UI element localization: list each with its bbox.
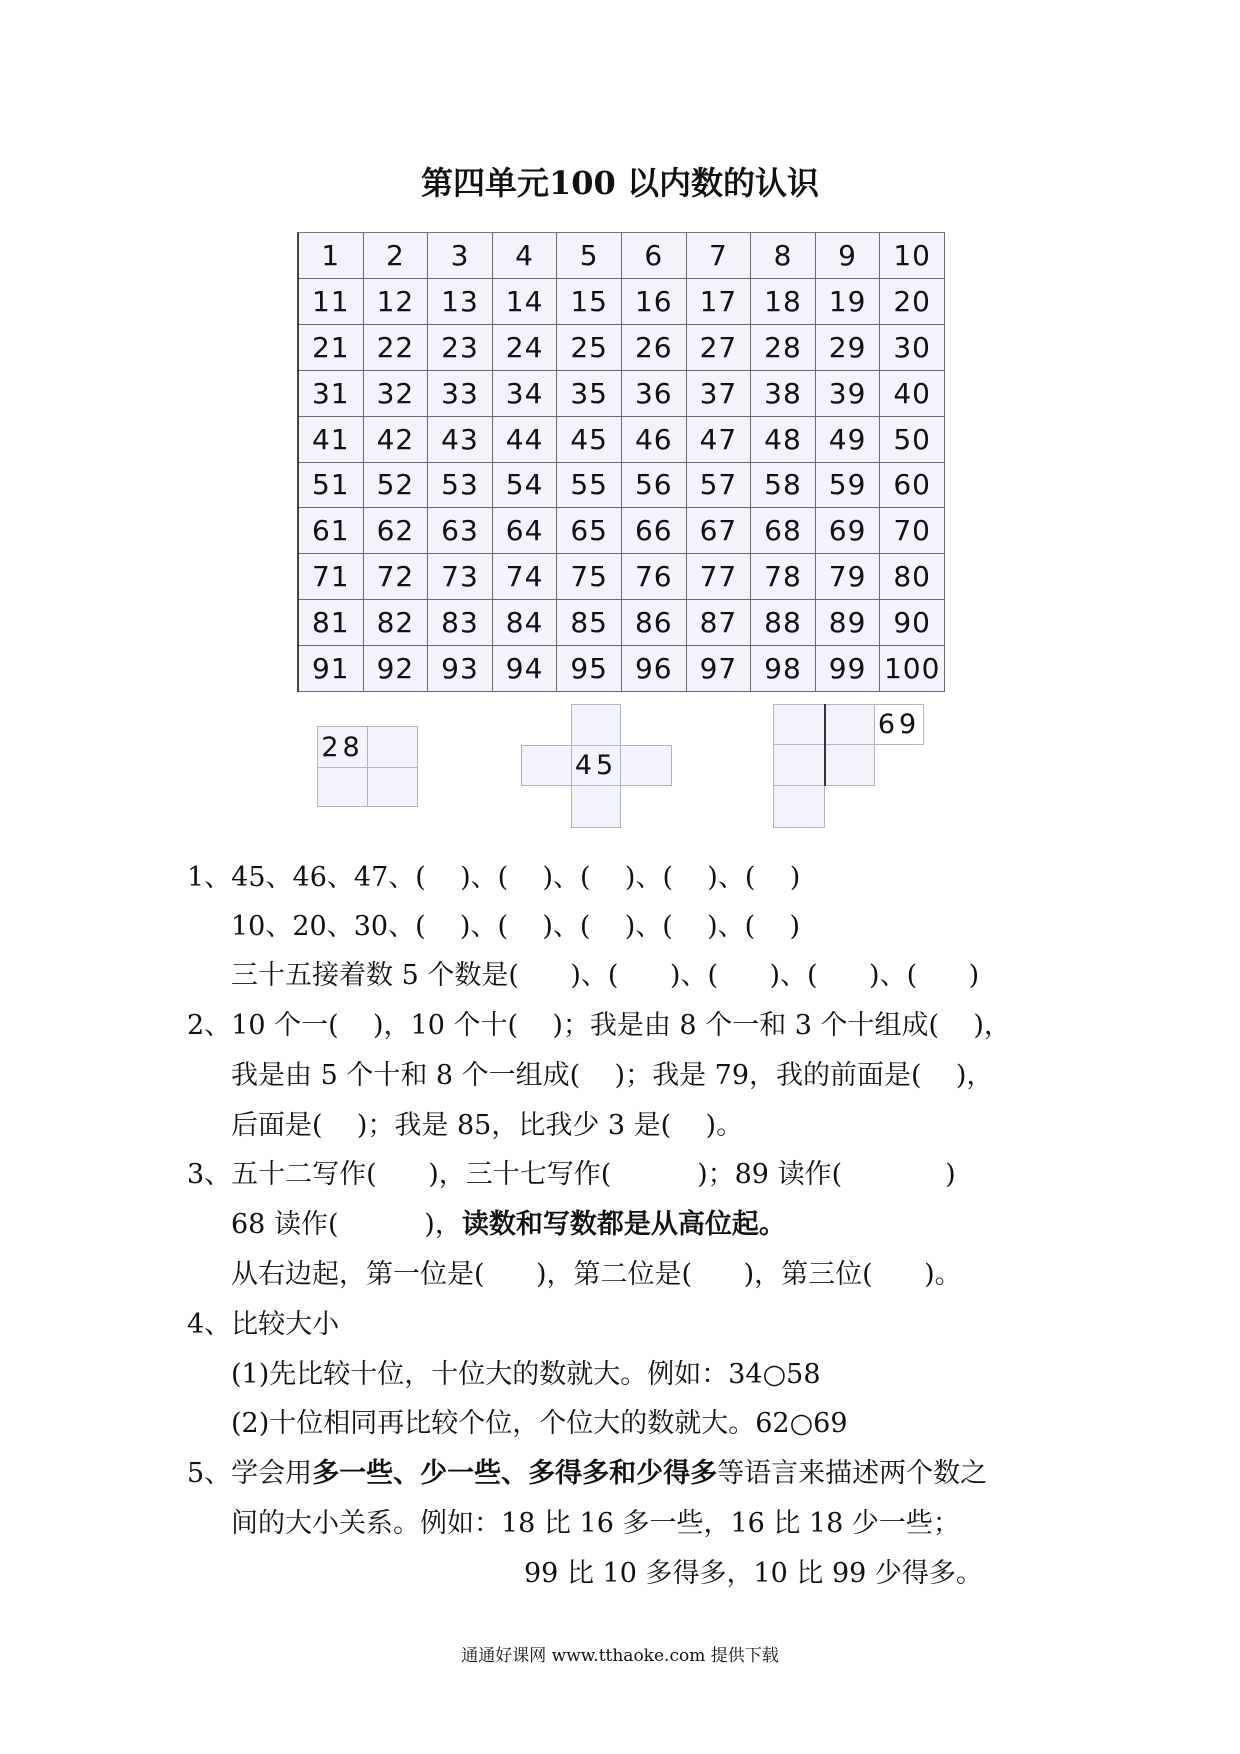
chart-cell: 46 <box>622 417 687 463</box>
chart-cell: 12 <box>364 279 429 325</box>
fragment-square-number: 28 <box>321 731 364 763</box>
fragment-l-number: 69 <box>877 709 921 740</box>
chart-cell: 76 <box>622 554 687 600</box>
chart-cell: 54 <box>493 463 558 509</box>
chart-cell: 24 <box>493 325 558 371</box>
chart-cell: 77 <box>687 554 752 600</box>
chart-cell: 81 <box>299 600 364 646</box>
chart-cell: 56 <box>622 463 687 509</box>
q5-line-3: 99 比 10 多得多，10 比 99 少得多。 <box>524 1558 983 1589</box>
chart-cell: 25 <box>557 325 622 371</box>
fragment-square-cell <box>367 767 418 807</box>
chart-cell: 39 <box>816 371 881 417</box>
chart-cell: 100 <box>880 646 945 692</box>
chart-cell: 69 <box>816 508 881 554</box>
chart-cell: 53 <box>428 463 493 509</box>
chart-cell: 50 <box>880 417 945 463</box>
chart-cell: 93 <box>428 646 493 692</box>
fragment-square-cell <box>367 726 418 768</box>
chart-cell: 44 <box>493 417 558 463</box>
chart-cell: 87 <box>687 600 752 646</box>
chart-cell: 11 <box>299 279 364 325</box>
chart-cell: 97 <box>687 646 752 692</box>
fragment-l-cell <box>773 785 825 828</box>
fragment-l-cell <box>773 704 825 745</box>
chart-cell: 70 <box>880 508 945 554</box>
chart-cell: 55 <box>557 463 622 509</box>
fragment-square-cell-28 <box>317 726 368 768</box>
chart-cell: 28 <box>751 325 816 371</box>
q2-line-1: 2、10 个一( )，10 个十( )；我是由 8 个一和 3 个十组成( )， <box>187 1010 1011 1041</box>
chart-cell: 61 <box>299 508 364 554</box>
chart-cell: 6 <box>622 233 687 279</box>
chart-cell: 62 <box>364 508 429 554</box>
chart-cell: 88 <box>751 600 816 646</box>
chart-cell: 83 <box>428 600 493 646</box>
page-title: 第四单元100 以内数的认识 <box>421 164 819 202</box>
chart-cell: 64 <box>493 508 558 554</box>
chart-cell: 30 <box>880 325 945 371</box>
chart-cell: 15 <box>557 279 622 325</box>
q5-line-2: 间的大小关系。例如：18 比 16 多一些，16 比 18 少一些； <box>231 1508 960 1539</box>
chart-cell: 78 <box>751 554 816 600</box>
chart-cell: 74 <box>493 554 558 600</box>
chart-cell: 59 <box>816 463 881 509</box>
chart-cell: 40 <box>880 371 945 417</box>
fragment-cross-number: 45 <box>574 750 618 781</box>
chart-cell: 79 <box>816 554 881 600</box>
footer-source: 通通好课网 www.tthaoke.com 提供下载 <box>461 1646 779 1666</box>
chart-cell: 66 <box>622 508 687 554</box>
chart-cell: 98 <box>751 646 816 692</box>
fragment-cross-cell <box>571 704 621 746</box>
q5-line-1 <box>187 1460 987 1487</box>
chart-cell: 47 <box>687 417 752 463</box>
chart-cell: 20 <box>880 279 945 325</box>
q3-line-3: 从右边起，第一位是( )，第二位是( )，第三位( )。 <box>231 1259 962 1290</box>
fragment-l-cell <box>773 744 825 786</box>
chart-cell: 80 <box>880 554 945 600</box>
chart-cell: 3 <box>428 233 493 279</box>
q2-line-3: 后面是( )；我是 85，比我少 3 是( )。 <box>231 1110 744 1141</box>
chart-cell: 42 <box>364 417 429 463</box>
chart-cell: 1 <box>299 233 364 279</box>
chart-cell: 49 <box>816 417 881 463</box>
chart-cell: 65 <box>557 508 622 554</box>
q5-keywords: 多一些、少一些、多得多和少得多 <box>312 1458 718 1489</box>
fragment-square-cell <box>317 767 368 807</box>
fragment-l-divider <box>824 704 826 786</box>
fragment-cross-cell <box>571 785 621 828</box>
chart-cell: 14 <box>493 279 558 325</box>
chart-cell: 9 <box>816 233 881 279</box>
chart-cell: 36 <box>622 371 687 417</box>
chart-cell: 52 <box>364 463 429 509</box>
fragment-l-cell <box>824 704 875 745</box>
chart-cell: 33 <box>428 371 493 417</box>
q4-line-1: 4、比较大小 <box>187 1309 340 1340</box>
chart-cell: 99 <box>816 646 881 692</box>
chart-cell: 13 <box>428 279 493 325</box>
q1-line-1: 1、45、46、47、( )、( )、( )、( )、( ) <box>187 862 801 893</box>
chart-cell: 73 <box>428 554 493 600</box>
chart-cell: 45 <box>557 417 622 463</box>
chart-cell: 90 <box>880 600 945 646</box>
chart-cell: 31 <box>299 371 364 417</box>
chart-cell: 89 <box>816 600 881 646</box>
chart-cell: 21 <box>299 325 364 371</box>
q3-line-2 <box>231 1211 786 1238</box>
chart-cell: 2 <box>364 233 429 279</box>
q1-line-3: 三十五接着数 5 个数是( )、( )、( )、( )、( ) <box>231 960 980 991</box>
fragment-l-cell <box>824 744 875 786</box>
chart-cell: 23 <box>428 325 493 371</box>
q5-prefix: 5、学会用 <box>187 1458 313 1489</box>
q3-line-1: 3、五十二写作( )，三十七写作( )；89 读作( ) <box>187 1159 956 1190</box>
chart-cell: 16 <box>622 279 687 325</box>
hundred-chart <box>297 232 945 692</box>
chart-cell: 82 <box>364 600 429 646</box>
chart-cell: 35 <box>557 371 622 417</box>
q3-rule-text: 读数和写数都是从高位起。 <box>461 1209 786 1240</box>
chart-cell: 26 <box>622 325 687 371</box>
chart-cell: 37 <box>687 371 752 417</box>
chart-cell: 58 <box>751 463 816 509</box>
fragment-cross-cell-45 <box>571 745 621 786</box>
chart-cell: 5 <box>557 233 622 279</box>
chart-cell: 32 <box>364 371 429 417</box>
chart-cell: 67 <box>687 508 752 554</box>
chart-cell: 38 <box>751 371 816 417</box>
chart-cell: 7 <box>687 233 752 279</box>
chart-cell: 60 <box>880 463 945 509</box>
q4-line-2: (1)先比较十位，十位大的数就大。例如：34○58 <box>231 1359 821 1390</box>
chart-cell: 72 <box>364 554 429 600</box>
fragment-cross-cell <box>521 745 572 786</box>
chart-cell: 92 <box>364 646 429 692</box>
chart-cell: 4 <box>493 233 558 279</box>
chart-cell: 86 <box>622 600 687 646</box>
chart-cell: 17 <box>687 279 752 325</box>
chart-cell: 68 <box>751 508 816 554</box>
chart-cell: 85 <box>557 600 622 646</box>
q2-line-2: 我是由 5 个十和 8 个一组成( )；我是 79，我的前面是( )， <box>231 1060 994 1091</box>
chart-cell: 48 <box>751 417 816 463</box>
chart-cell: 95 <box>557 646 622 692</box>
chart-cell: 27 <box>687 325 752 371</box>
q5-suffix: 等语言来描述两个数之 <box>717 1458 988 1489</box>
chart-cell: 71 <box>299 554 364 600</box>
chart-cell: 10 <box>880 233 945 279</box>
chart-cell: 94 <box>493 646 558 692</box>
chart-cell: 22 <box>364 325 429 371</box>
chart-cell: 75 <box>557 554 622 600</box>
chart-cell: 18 <box>751 279 816 325</box>
fragment-l-cell-69 <box>874 704 924 745</box>
chart-cell: 8 <box>751 233 816 279</box>
chart-cell: 57 <box>687 463 752 509</box>
chart-cell: 29 <box>816 325 881 371</box>
chart-cell: 19 <box>816 279 881 325</box>
chart-cell: 96 <box>622 646 687 692</box>
chart-cell: 91 <box>299 646 364 692</box>
chart-cell: 84 <box>493 600 558 646</box>
fragment-cross-cell <box>620 745 672 786</box>
chart-cell: 63 <box>428 508 493 554</box>
chart-cell: 51 <box>299 463 364 509</box>
chart-cell: 34 <box>493 371 558 417</box>
q3-line-2-text: 68 读作( )， <box>231 1209 462 1240</box>
chart-cell: 41 <box>299 417 364 463</box>
chart-cell: 43 <box>428 417 493 463</box>
q4-line-3: (2)十位相同再比较个位，个位大的数就大。62○69 <box>231 1408 848 1439</box>
q1-line-2: 10、20、30、( )、( )、( )、( )、( ) <box>231 911 801 942</box>
